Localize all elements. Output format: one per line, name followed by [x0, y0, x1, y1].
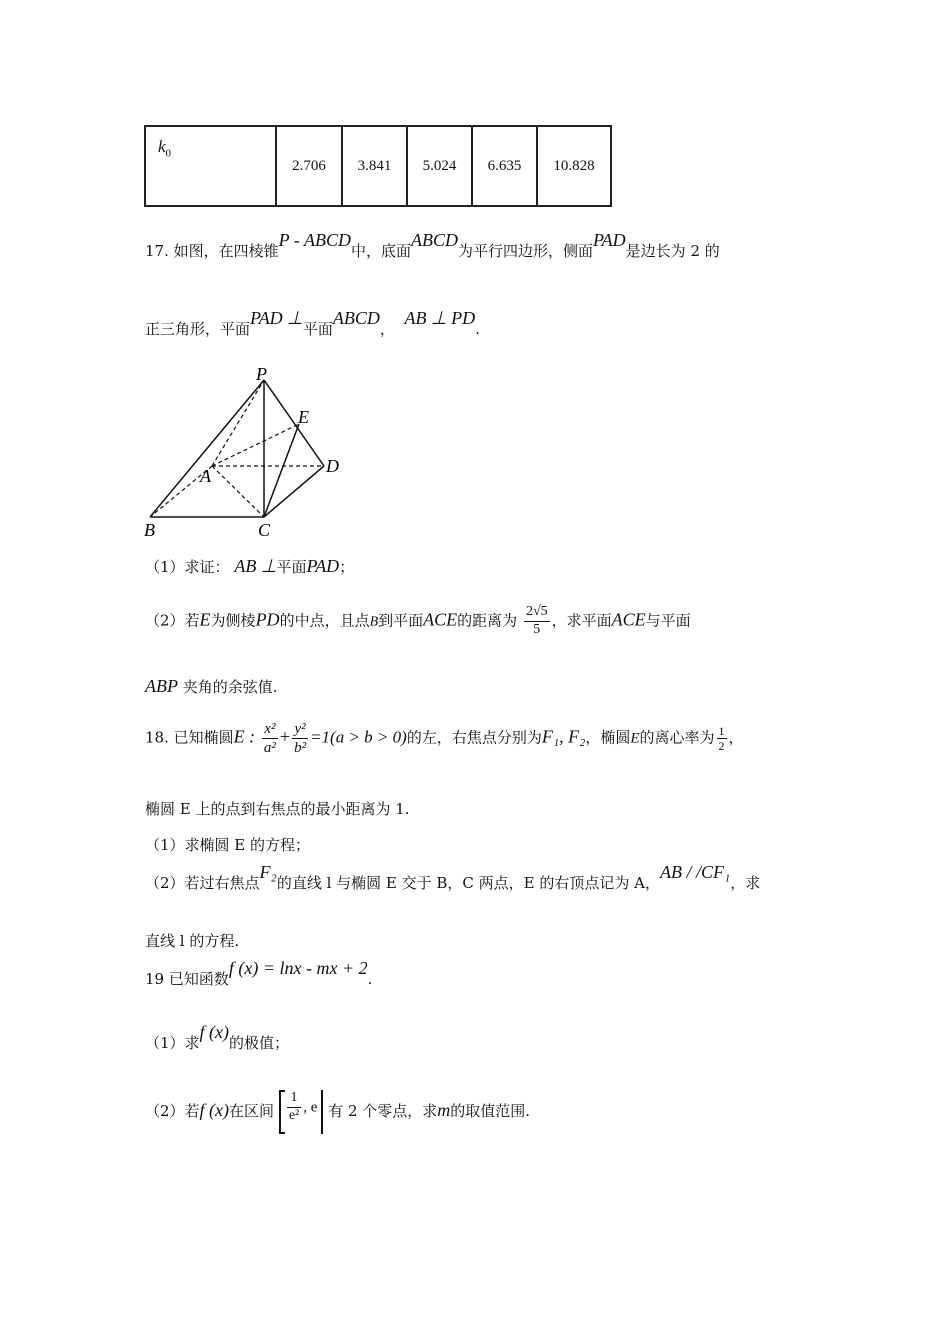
k-symbol: k	[158, 137, 166, 156]
math: AB ⊥	[234, 556, 277, 576]
q17-part1	[145, 556, 354, 578]
text: （1）求证：	[145, 558, 230, 576]
text: 的左，右焦点分别为	[406, 728, 542, 747]
text: ，椭圆	[585, 728, 631, 747]
numerator: x²	[262, 720, 278, 739]
text: .	[367, 970, 373, 988]
q17-line1	[145, 230, 720, 262]
q18-part2-cont: 直线 l 的方程.	[145, 932, 240, 950]
text: 正三角形，平面	[145, 320, 251, 338]
math: ACE	[611, 609, 646, 630]
distance-fraction	[524, 604, 550, 639]
math: +	[279, 726, 291, 747]
label-d: D	[326, 456, 339, 476]
text: ，求	[730, 874, 761, 892]
text: （2）若	[145, 1102, 200, 1120]
label-b: B	[144, 520, 155, 540]
table-cell: 3.841	[342, 126, 407, 206]
q19-part2	[145, 1090, 530, 1134]
interval-bracket	[279, 1090, 324, 1134]
math: ABP	[145, 676, 178, 696]
q17-part2	[145, 604, 691, 639]
math: B	[369, 614, 379, 630]
text: 在区间	[229, 1102, 275, 1120]
text: （1）求	[145, 1034, 200, 1052]
q18-line2: 椭圆 E 上的点到右焦点的最小距离为 1.	[145, 800, 410, 818]
denominator: 5	[533, 621, 541, 637]
q19-part1	[145, 1022, 290, 1054]
table-cell: 6.635	[472, 126, 537, 206]
k-subscript: 0	[165, 147, 172, 160]
numerator: 1	[287, 1090, 301, 1108]
text: 中，底面	[350, 242, 411, 260]
text: （2）若	[145, 611, 200, 630]
edge-pd	[264, 380, 324, 466]
denominator: 2	[718, 739, 725, 753]
text: 到平面	[378, 611, 424, 630]
q19-line1	[145, 958, 373, 990]
denominator: e²	[288, 1107, 300, 1123]
numerator: 1	[718, 723, 725, 738]
numerator: 2√5	[524, 604, 550, 622]
q18-line1	[145, 720, 744, 757]
text: 17. 如图，在四棱锥	[145, 242, 279, 260]
label-p: P	[256, 364, 267, 384]
edge-pb	[150, 380, 264, 517]
math-pyramid: P - ABCD	[278, 230, 351, 250]
text: 有 2 个零点，求	[328, 1102, 438, 1120]
text: 的离心率为	[639, 728, 715, 747]
numerator: y²	[292, 720, 308, 739]
text: 为侧棱	[210, 611, 256, 630]
table-cell: 2.706	[276, 126, 342, 206]
text: 的距离为	[457, 611, 518, 630]
math: f (x)	[199, 1022, 230, 1042]
critical-value-table	[144, 125, 612, 207]
q17-part2-cont	[145, 676, 278, 698]
text: ，	[728, 728, 744, 747]
pyramid-figure	[140, 362, 360, 542]
text: 平面	[276, 558, 307, 576]
table-header-cell	[145, 126, 276, 206]
text: 的中点，且点	[279, 611, 370, 630]
edge-ac	[212, 466, 264, 517]
table-cell: 5.024	[407, 126, 472, 206]
math: PD	[255, 609, 280, 630]
math-face: PAD	[593, 230, 626, 250]
label-a: A	[200, 466, 211, 486]
math: E	[630, 730, 640, 747]
math: f (x)	[199, 1100, 230, 1120]
math-plane: PAD ⊥	[250, 308, 303, 328]
math: =1(a > b > 0)	[310, 727, 407, 747]
q17-line2	[145, 308, 480, 340]
text: ，	[379, 320, 395, 338]
text: 的取值范围.	[450, 1102, 531, 1120]
label-e: E	[298, 407, 309, 427]
math: AB / /CF₁	[660, 862, 731, 882]
text: 18. 已知椭圆	[145, 728, 234, 747]
math: , e	[303, 1099, 318, 1116]
table-cell: 10.828	[537, 126, 611, 206]
text: 的直线 l 与椭圆 E 交于 B，C 两点，E 的右顶点记为 A，	[276, 874, 660, 892]
q18-part2	[145, 862, 761, 894]
text: 夹角的余弦值.	[182, 678, 278, 696]
denominator: a²	[263, 740, 276, 756]
text: 19 已知函数	[145, 970, 229, 988]
text: 平面	[302, 320, 333, 338]
denominator: b²	[294, 740, 307, 756]
text: ，求平面	[551, 611, 612, 630]
y-fraction	[292, 720, 308, 757]
math: PAD	[306, 556, 340, 576]
text: ；	[339, 558, 355, 576]
math-function: f (x) = lnx - mx + 2	[228, 958, 368, 978]
text: 为平行四边形，侧面	[457, 242, 593, 260]
table-row	[145, 126, 611, 206]
math: E :	[233, 726, 256, 747]
math-base: ABCD	[332, 308, 380, 328]
math: m	[437, 1100, 451, 1120]
text: 的极值；	[229, 1034, 290, 1052]
text: .	[475, 320, 480, 338]
label-c: C	[258, 520, 271, 540]
text: 是边长为 2 的	[625, 242, 720, 260]
math: ACE	[423, 609, 458, 630]
interval-fraction	[287, 1090, 301, 1125]
math: F₁, F₂	[541, 726, 586, 747]
math: E	[199, 609, 211, 630]
math: F₂	[259, 862, 277, 882]
math-perp: AB ⊥ PD	[404, 308, 476, 328]
q18-part1: （1）求椭圆 E 的方程；	[145, 836, 311, 854]
math-base: ABCD	[410, 230, 458, 250]
text: 与平面	[645, 611, 691, 630]
x-fraction	[262, 720, 278, 757]
text: （2）若过右焦点	[145, 874, 260, 892]
eccentricity-fraction	[717, 724, 727, 754]
